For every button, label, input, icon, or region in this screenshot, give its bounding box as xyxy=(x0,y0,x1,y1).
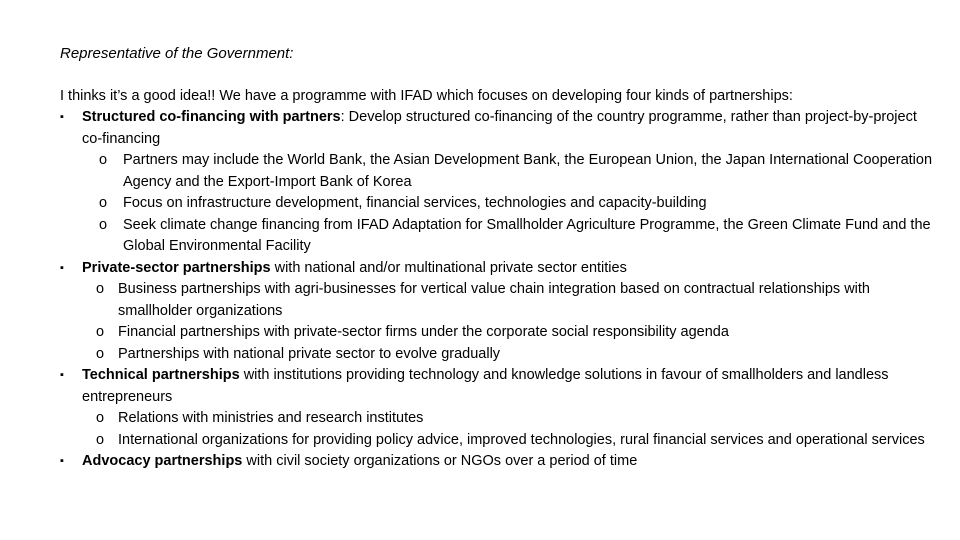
sub-item-text: Seek climate change financing from IFAD Adaptation for Smallholder Agriculture Programme, the Green Climate Fund and the Global Environmental Facility xyxy=(123,216,931,254)
partnership-title: Technical partnerships xyxy=(82,367,240,383)
sub-item-text: Financial partnerships with private-sector firms under the corporate social responsibility agenda xyxy=(118,324,729,340)
partnership-title: Advocacy partnerships xyxy=(82,453,243,469)
sub-item-text: Business partnerships with agri-businesses for vertical value chain integration based on contractual relationships with smallholder organizations xyxy=(118,281,870,319)
partnership-item xyxy=(60,365,940,408)
partnership-item xyxy=(60,107,940,150)
sub-item-text: Partnerships with national private sector to evolve gradually xyxy=(118,345,501,362)
sub-item xyxy=(60,430,940,452)
square-bullet-icon: ▪ xyxy=(60,261,64,274)
partnership-description: : Develop structured co-financing of the country programme, rather than project-by-project co-financing xyxy=(82,109,917,147)
sub-item xyxy=(60,344,940,366)
sub-list xyxy=(60,150,940,258)
circle-bullet-icon: o xyxy=(96,431,105,448)
sub-item xyxy=(60,150,940,193)
circle-bullet-icon: o xyxy=(99,216,108,233)
sub-item xyxy=(60,408,940,430)
partnership-description: with institutions providing technology and knowledge solutions in favour of smallholders and landless entrepreneurs xyxy=(82,367,889,405)
circle-bullet-icon: o xyxy=(96,345,105,362)
circle-bullet-icon: o xyxy=(96,410,105,426)
sub-list xyxy=(60,279,940,365)
partnership-title: Private-sector partnerships xyxy=(82,259,271,276)
sub-item-text: Relations with ministries and research institutes xyxy=(118,410,424,426)
sub-item xyxy=(60,215,940,258)
partnership-title: Structured co-financing with partners xyxy=(82,109,341,125)
slide-body xyxy=(60,85,940,473)
sub-item-text: Partners may include the World Bank, the Asian Development Bank, the European Union, the Japan International Cooperation Agency and the Export-Import Bank of Korea xyxy=(123,152,933,190)
circle-bullet-icon: o xyxy=(99,195,108,211)
sub-item-text: International organizations for providing policy advice, improved technologies, rural financial services and operational services xyxy=(118,431,925,448)
sub-item-text: Focus on infrastructure development, financial services, technologies and capacity-building xyxy=(123,195,707,211)
partnership-description: with civil society organizations or NGOs over a period of time xyxy=(242,453,638,469)
partnership-item xyxy=(60,258,940,280)
circle-bullet-icon: o xyxy=(99,152,108,168)
square-bullet-icon: ▪ xyxy=(60,369,64,381)
circle-bullet-icon: o xyxy=(96,281,105,297)
partnership-description: with national and/or multinational private sector entities xyxy=(270,259,627,276)
square-bullet-icon: ▪ xyxy=(60,111,64,123)
partnership-item xyxy=(60,451,940,473)
sub-list xyxy=(60,408,940,451)
speaker-heading: Representative of the Government: xyxy=(60,45,294,62)
intro-text: I thinks it’s a good idea!! We have a programme with IFAD which focuses on developing four kinds of partnerships: xyxy=(60,88,793,104)
square-bullet-icon: ▪ xyxy=(60,455,64,467)
sub-item xyxy=(60,279,940,322)
sub-item xyxy=(60,193,940,215)
sub-item xyxy=(60,322,940,344)
circle-bullet-icon: o xyxy=(96,324,105,340)
